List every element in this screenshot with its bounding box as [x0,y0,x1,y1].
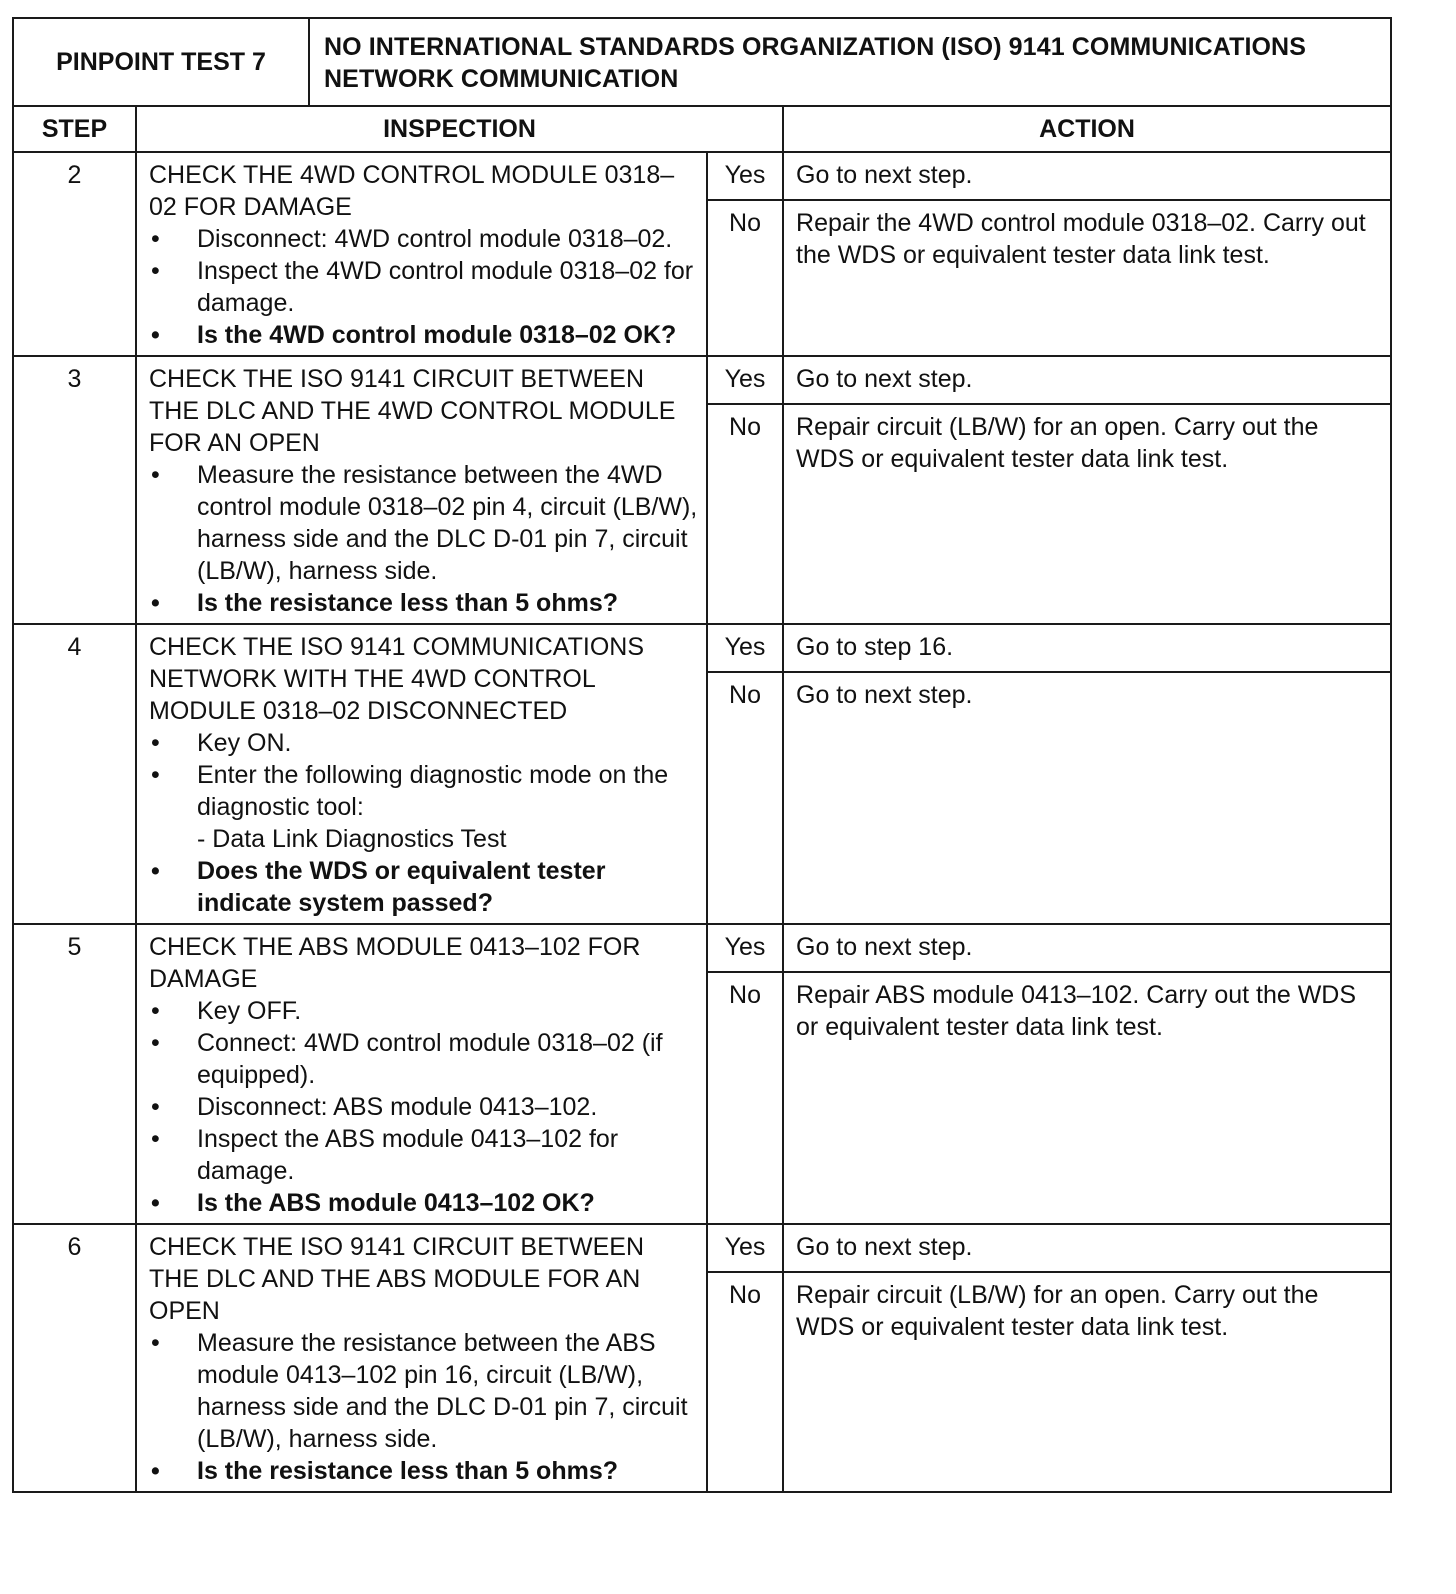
bullet-icon: • [151,1189,160,1217]
bullet-text: Connect: 4WD control module 0318–02 (if equipped). [197,1029,663,1089]
step-number: 6 [13,1224,136,1492]
yes-action: Go to next step. [783,1224,1391,1272]
inspection-title: CHECK THE ISO 9141 CIRCUIT BETWEEN THE DLC AND THE 4WD CONTROL MODULE FOR AN OPEN [149,365,676,457]
inspection-title: CHECK THE ABS MODULE 0413–102 FOR DAMAGE [149,933,641,993]
bullet-icon: • [151,589,160,617]
yes-action: Go to next step. [783,356,1391,404]
bullet-icon: • [151,321,160,349]
bullet-text: Enter the following diagnostic mode on the diagnostic tool: [197,761,669,821]
inspection-bullet [149,459,698,587]
table-header-row [13,18,1391,106]
inspection-bullet [149,255,698,319]
inspection-bullet [149,1091,698,1123]
yes-action: Go to next step. [783,924,1391,972]
yes-label: Yes [707,152,783,200]
step-number: 4 [13,624,136,924]
table-row [13,924,1391,972]
inspection-cell [136,356,707,624]
step-number: 3 [13,356,136,624]
question-text: Is the ABS module 0413–102 OK? [197,1189,595,1217]
bullet-text: Inspect the 4WD control module 0318–02 for damage. [197,257,694,317]
no-action: Repair the 4WD control module 0318–02. Carry out the WDS or equivalent tester data link test. [783,200,1391,356]
yes-label: Yes [707,924,783,972]
bullet-icon: • [151,1329,160,1357]
inspection-cell [136,152,707,356]
bullet-icon: • [151,1125,160,1153]
question-text: Is the resistance less than 5 ohms? [197,589,618,617]
step-number: 5 [13,924,136,1224]
bullet-text: Measure the resistance between the 4WD control module 0318–02 pin 4, circuit (LB/W), harness side and the DLC D-01 pin 7, circuit (LB/W), harness side. [197,461,698,585]
bullet-text: Key OFF. [197,997,302,1025]
no-action: Repair circuit (LB/W) for an open. Carry out the WDS or equivalent tester data link test. [783,1272,1391,1492]
column-header-step: STEP [13,106,136,152]
bullet-text: Inspect the ABS module 0413–102 for damage. [197,1125,619,1185]
question-text: Does the WDS or equivalent tester indicate system passed? [197,857,606,917]
inspection-bullet [149,759,698,823]
no-label: No [707,672,783,924]
bullet-icon: • [151,729,160,757]
question-text: Is the 4WD control module 0318–02 OK? [197,321,677,349]
inspection-bullet [149,223,698,255]
inspection-bullet [149,1027,698,1091]
no-label: No [707,972,783,1224]
pinpoint-test-table [12,17,1392,1493]
question-text: Is the resistance less than 5 ohms? [197,1457,618,1485]
bullet-icon: • [151,257,160,285]
table-row [13,624,1391,672]
pinpoint-test-title: NO INTERNATIONAL STANDARDS ORGANIZATION (ISO) 9141 COMMUNICATIONS NETWORK COMMUNICATION [309,18,1391,106]
bullet-icon: • [151,1029,160,1057]
step-number: 2 [13,152,136,356]
bullet-text: Disconnect: ABS module 0413–102. [197,1093,598,1121]
bullet-icon: • [151,461,160,489]
column-header-row [13,106,1391,152]
inspection-title: CHECK THE ISO 9141 CIRCUIT BETWEEN THE DLC AND THE ABS MODULE FOR AN OPEN [149,1233,645,1325]
inspection-bullet [149,1327,698,1455]
table-row [13,1224,1391,1272]
inspection-title: CHECK THE 4WD CONTROL MODULE 0318–02 FOR DAMAGE [149,161,675,221]
inspection-bullet [149,995,698,1027]
inspection-bullet [149,1123,698,1187]
table-row [13,356,1391,404]
yes-label: Yes [707,356,783,404]
inspection-subitem: - Data Link Diagnostics Test [197,825,507,853]
inspection-cell [136,924,707,1224]
bullet-text: Key ON. [197,729,292,757]
table-row [13,152,1391,200]
inspection-question [149,1455,698,1487]
column-header-action: ACTION [783,106,1391,152]
bullet-text: Measure the resistance between the ABS module 0413–102 pin 16, circuit (LB/W), harness side and the DLC D-01 pin 7, circuit (LB/W), harness side. [197,1329,688,1453]
no-label: No [707,404,783,624]
inspection-bullet [149,727,698,759]
no-label: No [707,1272,783,1492]
yes-action: Go to next step. [783,152,1391,200]
yes-label: Yes [707,624,783,672]
inspection-question [149,855,698,919]
bullet-icon: • [151,761,160,789]
inspection-title: CHECK THE ISO 9141 COMMUNICATIONS NETWORK WITH THE 4WD CONTROL MODULE 0318–02 DISCONNECTED [149,633,644,725]
bullet-icon: • [151,997,160,1025]
no-action: Repair ABS module 0413–102. Carry out the WDS or equivalent tester data link test. [783,972,1391,1224]
yes-label: Yes [707,1224,783,1272]
inspection-question [149,1187,698,1219]
inspection-cell [136,624,707,924]
no-action: Repair circuit (LB/W) for an open. Carry out the WDS or equivalent tester data link test. [783,404,1391,624]
yes-action: Go to step 16. [783,624,1391,672]
inspection-question [149,587,698,619]
no-label: No [707,200,783,356]
inspection-cell [136,1224,707,1492]
pinpoint-test-label: PINPOINT TEST 7 [13,18,309,106]
bullet-icon: • [151,857,160,885]
inspection-question [149,319,698,351]
column-header-inspection: INSPECTION [136,106,783,152]
no-action: Go to next step. [783,672,1391,924]
bullet-icon: • [151,1457,160,1485]
bullet-text: Disconnect: 4WD control module 0318–02. [197,225,673,253]
bullet-icon: • [151,225,160,253]
bullet-icon: • [151,1093,160,1121]
